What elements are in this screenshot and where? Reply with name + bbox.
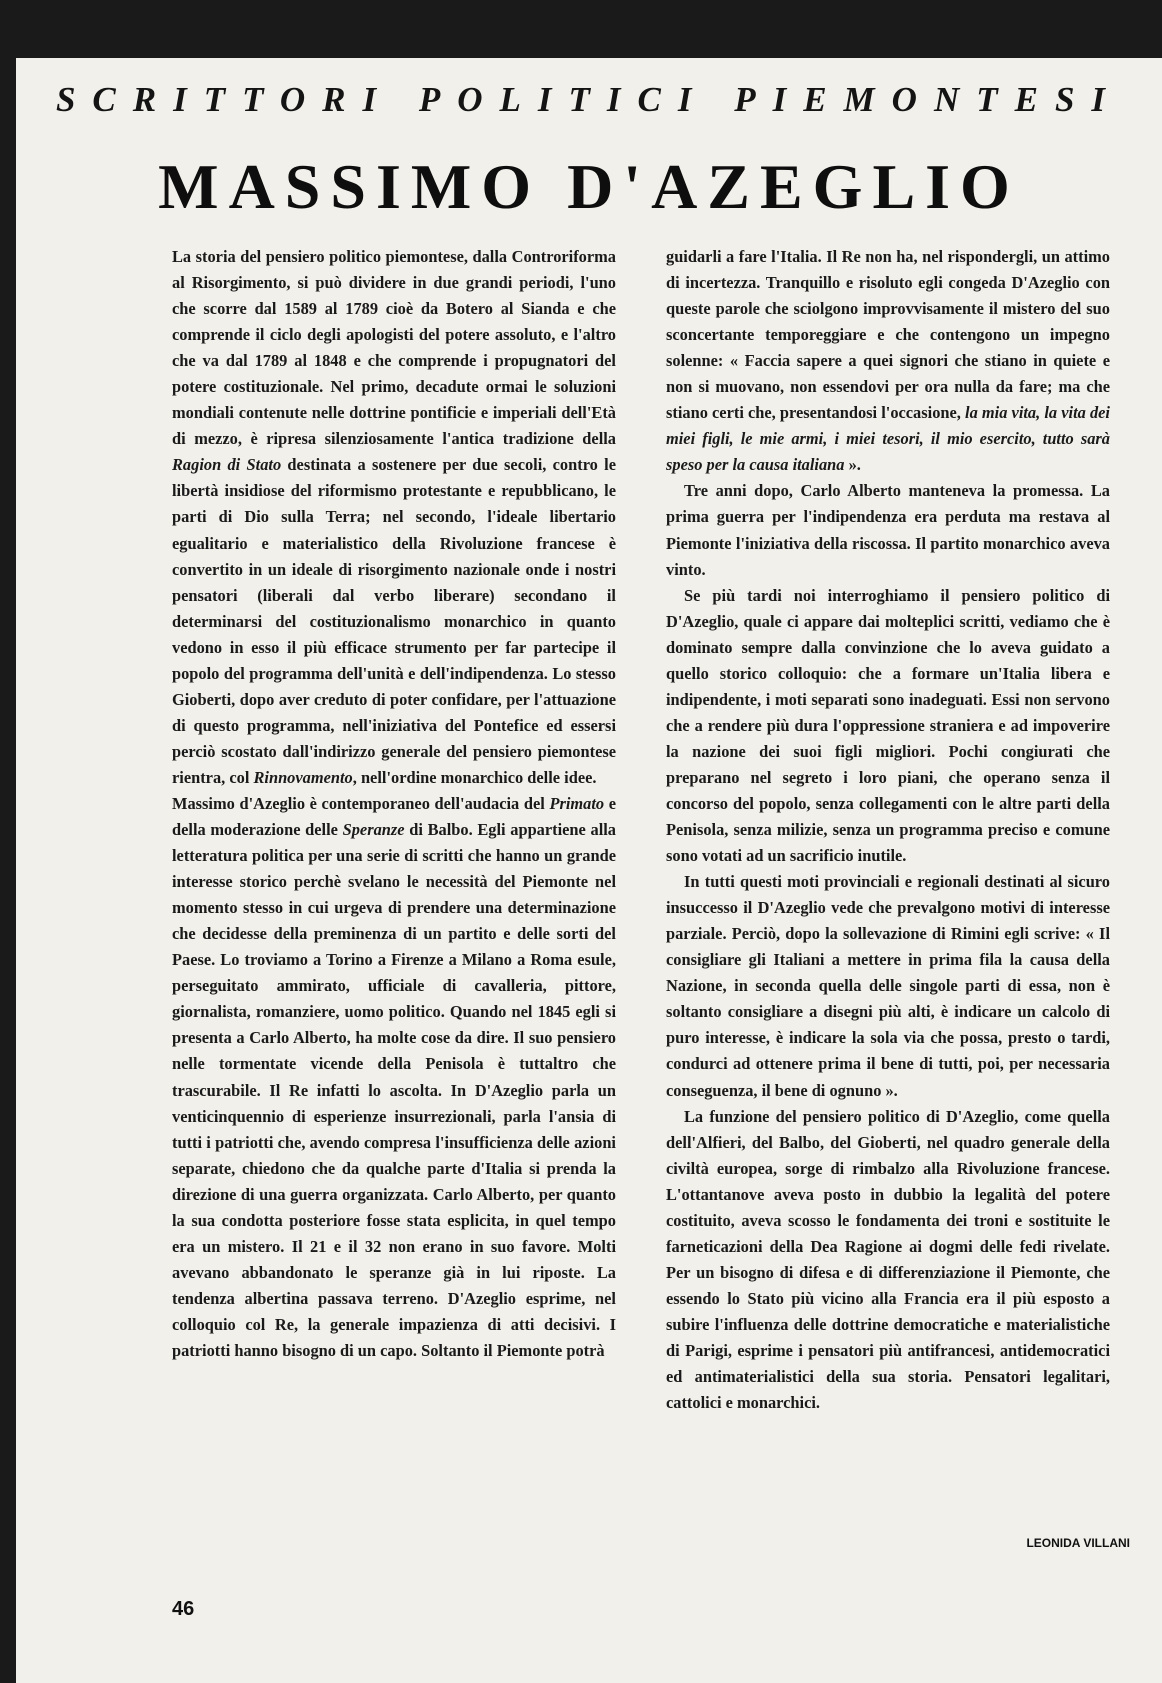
paragraph: Se più tardi noi interroghiamo il pensiero politico di D'Azeglio, quale ci appare dai molteplici scritti, vediamo che è dominato sempre dalla convinzione che lo aveva guidato a quello storico colloquio: che a formare un'Italia libera e indipendente, i moti separati sono inadeguati. Essi non servono che a rendere più dura l'oppressione straniera e ad impoverire la nazione dei suoi figli migliori. Pochi congiurati che preparano nel segreto i loro piani, che operano senza il concorso del popolo, senza collegamenti con le altre parti della Penisola, senza milizie, senza un programma preciso e comune sono votati ad un sacrificio inutile. (666, 585, 1110, 866)
right-column (666, 244, 1110, 1416)
left-column (172, 244, 616, 1364)
paragraph: In tutti questi moti provinciali e regionali destinati al sicuro insuccesso il D'Azeglio vede che prevalgono motivi di interesse parziale. Perciò, dopo la sollevazione di Rimini egli scrive: « Il consigliare gli Italiani a mettere in prima fila la causa della Nazione, in seconda quella delle singole parti di essa, non è soltanto consigliare a disegni più alti, è indicare un calcolo di puro interesse, è indicare la sola via che possa, presto o tardi, condurci ad ottenere prima il bene di tutti, poi, per necessaria conseguenza, il bene di ognuno ». (666, 872, 1110, 1100)
section-kicker: SCRITTORI POLITICI PIEMONTESI (55, 80, 1123, 119)
paragraph: La funzione del pensiero politico di D'Azeglio, come quella dell'Alfieri, del Balbo, del Gioberti, nel quadro generale della civiltà europea, sorge di rimbalzo alla Rivoluzione francese. L'ottantanove aveva posto in dubbio la legalità del potere costituito, aveva scosso le fondamenta dei troni e sostituite le farneticazioni della Dea Ragione ai dogmi delle fedi rivelate. Per un bisogno di difesa e di differenziazione il Piemonte, che essendo lo Stato più vicino alla Francia era il più esposto a subire l'influenza delle dottrine democratiche e materialistiche di Parigi, esprime i pensatori più antifrancesi, antidemocratici ed antimaterialistici della sua storia. Pensatori legalitari, cattolici e monarchici. (666, 1106, 1110, 1413)
paragraph: guidarli a fare l'Italia. Il Re non ha, nel rispondergli, un attimo di incertezza. Tranquillo e risoluto egli congeda D'Azeglio con queste parole che sciolgono improvvisamente il mistero del suo sconcertante temporeggiare e che contengono un impegno solenne: « Faccia sapere a quei signori che stiano in quiete e non si muovano, non essendovi per ora nulla da fare; ma che stiano certi che, presentandosi l'occasione, la mia vita, la vita dei miei figli, le mie armi, i miei tesori, il mio esercito, tutto sarà speso per la causa italiana ». (666, 247, 1110, 475)
paragraph: La storia del pensiero politico piemontese, dalla Controriforma al Risorgimento, si può dividere in due grandi periodi, l'uno che scorre dal 1589 al 1789 cioè da Botero al Sianda e che comprende il ciclo degli apologisti del potere assoluto, e l'altro che va dal 1789 al 1848 e che comprende i propugnatori del potere costituzionale. Nel primo, decadute ormai le soluzioni mondiali contenute nelle dottrine pontificie e imperiali dell'Età di mezzo, è ripresa silenziosamente l'antica tradizione della Ragion di Stato destinata a sostenere per due secoli, contro le libertà insidiose del riformismo protestante e repubblicano, le parti di Dio sulla Terra; nel secondo, l'ideale libertario egualitario e materialistico della Rivoluzione francese è convertito in un ideale di risorgimento nazionale onde i nostri pensatori (liberali dal verbo liberare) secondano il determinarsi del costituzionalismo monarchico in quanto vedono in esso il più efficace strumento per far partecipe il popolo del programma dell'unità e dell'indipendenza. Lo stesso Gioberti, dopo aver creduto di poter confidare, per l'attuazione di questo programma, nell'iniziativa del Pontefice ed essersi perciò scostato dall'indirizzo generale del pensiero piemontese rientra, col Rinnovamento, nell'ordine monarchico delle idee. (172, 247, 616, 787)
paragraph: Massimo d'Azeglio è contemporaneo dell'audacia del Primato e della moderazione delle Speranze di Balbo. Egli appartiene alla letteratura politica per una serie di scritti che hanno un grande interesse storico perchè svelano le necessità del Piemonte nel momento stesso in cui urgeva di prendere una determinazione che decidesse della preminenza di un partito e delle sorti del Paese. Lo troviamo a Torino a Firenze a Milano a Roma esule, perseguitato ammirato, ufficiale di cavalleria, pittore, giornalista, romanziere, uomo politico. Quando nel 1845 egli si presenta a Carlo Alberto, ha molte cose da dire. Il suo pensiero nelle tormentate vicende della Penisola è tuttaltro che trascurabile. Il Re infatti lo ascolta. In D'Azeglio parla un venticinquennio di esperienze insurrezionali, parla l'ansia di tutti i patriotti che, avendo compresa l'insufficienza delle azioni separate, chiedono che da qualche parte d'Italia si prenda la direzione di una guerra organizzata. Carlo Alberto, per quanto la sua condotta posteriore fosse stata esplicita, in quel tempo era un mistero. Il 21 e il 32 non erano in suo favore. Molti avevano abbandonato le speranze già in lui riposte. La tendenza albertina passava terreno. D'Azeglio esprime, nel colloquio col Re, la generale impazienza di atti decisivi. I patriotti hanno bisogno di un capo. Soltanto il Piemonte potrà (172, 793, 617, 1360)
paragraph: Tre anni dopo, Carlo Alberto manteneva la promessa. La prima guerra per l'indipendenza era perduta ma restava al Piemonte l'iniziativa della riscossa. Il partito monarchico aveva vinto. (666, 481, 1110, 579)
magazine-page (16, 58, 1162, 1683)
author-signature: LEONIDA VILLANI (1026, 1536, 1130, 1550)
article-title: MASSIMO D'AZEGLIO (158, 151, 1020, 222)
page-number: 46 (172, 1598, 195, 1620)
